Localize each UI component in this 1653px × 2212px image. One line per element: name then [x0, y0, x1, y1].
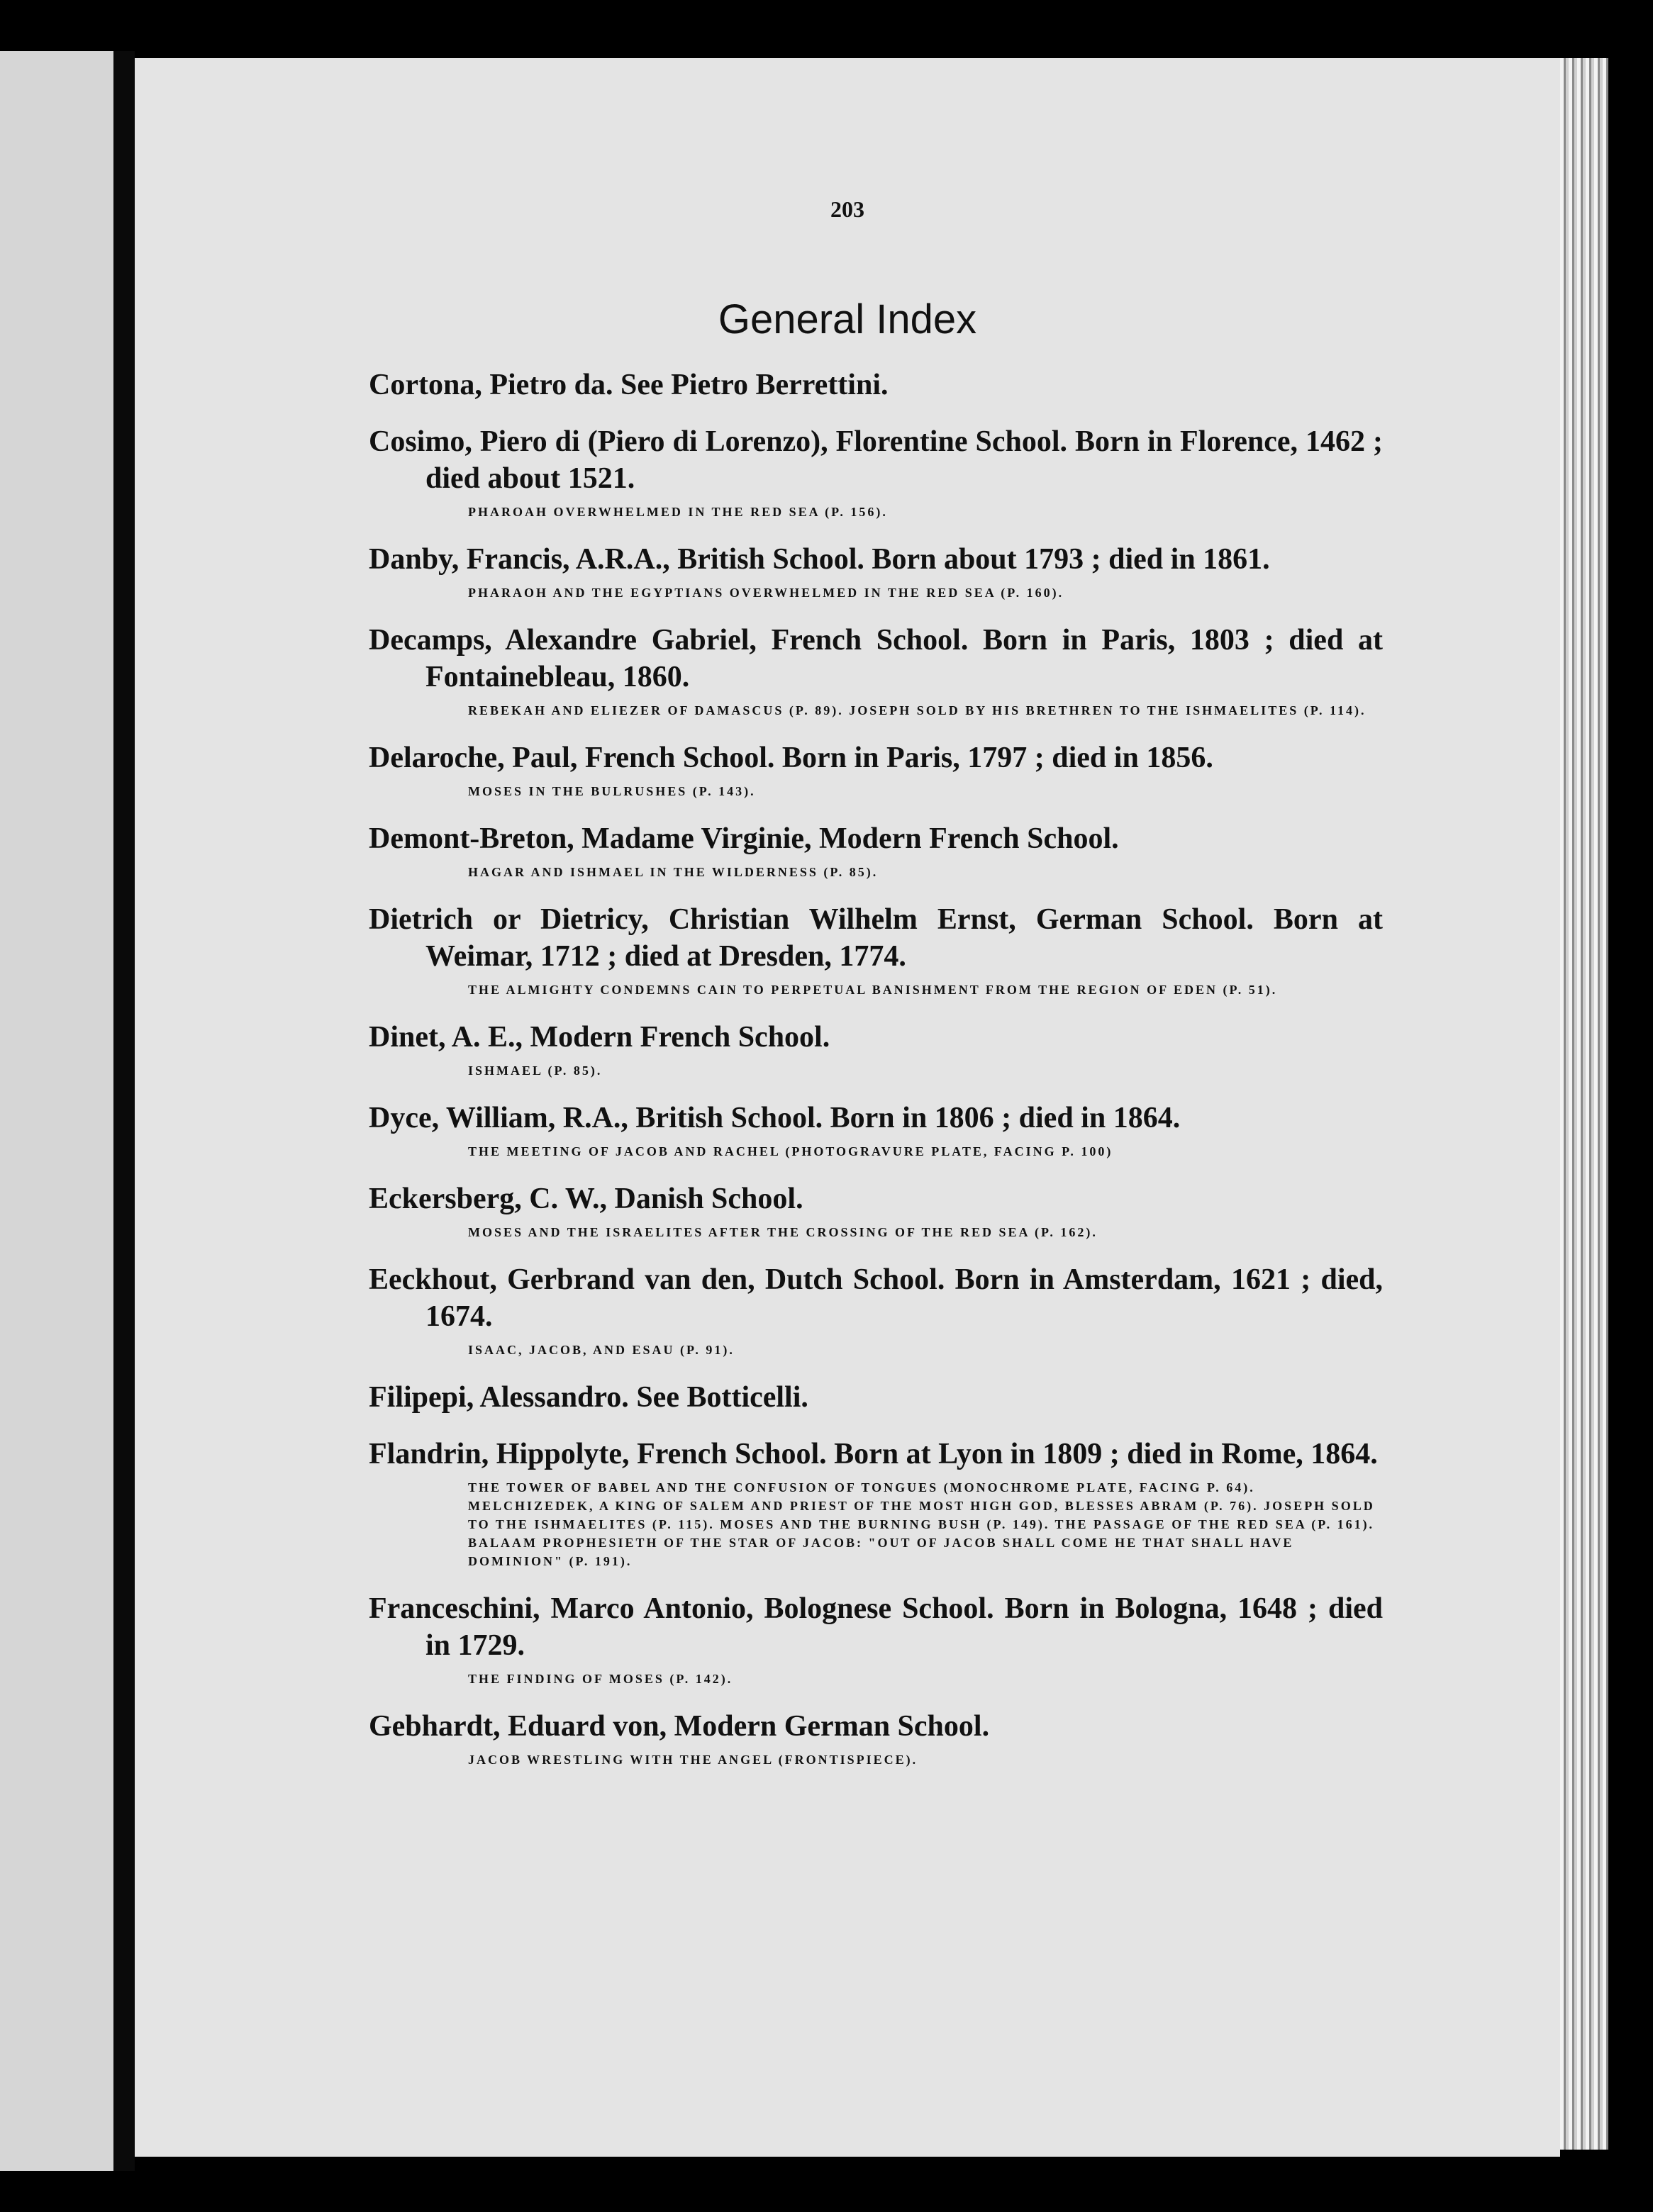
artist-name: Flandrin, Hippolyte,	[369, 1438, 630, 1470]
index-entry	[369, 1180, 1383, 1241]
artist-name: Eckersberg, C. W.,	[369, 1183, 607, 1215]
artist-works: ISHMAEL (P. 85).	[468, 1063, 603, 1078]
artist-details: British School. Born in 1806 ; died in 1864.	[635, 1102, 1181, 1134]
artist-works: THE MEETING OF JACOB AND RACHEL (PHOTOGRAVURE PLATE, FACING P. 100)	[468, 1144, 1113, 1158]
index-entry	[369, 1708, 1383, 1769]
index-entry	[369, 1379, 1383, 1416]
artist-details: Modern German School.	[674, 1710, 990, 1743]
artist-works: JACOB WRESTLING WITH THE ANGEL (FRONTISPIECE).	[468, 1753, 918, 1767]
artist-works: ISAAC, JACOB, AND ESAU (P. 91).	[468, 1343, 735, 1357]
index-entry	[369, 622, 1383, 720]
index-entry	[369, 739, 1383, 800]
artist-details: Danish School.	[614, 1183, 803, 1215]
artist-details: Bolognese School. Born in Bologna, 1648 ; died in 1729.	[425, 1592, 1383, 1662]
artist-details: See Pietro Berrettini.	[620, 369, 889, 401]
index-entry	[369, 1261, 1383, 1359]
index-entry	[369, 820, 1383, 881]
index-entry	[369, 541, 1383, 602]
artist-works: MOSES IN THE BULRUSHES (P. 143).	[468, 784, 756, 798]
page-number: 203	[830, 196, 864, 222]
artist-works: HAGAR AND ISHMAEL IN THE WILDERNESS (P. 85).	[468, 865, 879, 879]
artist-details: Florentine School. Born in Florence, 1462 ; died about 1521.	[425, 425, 1383, 495]
artist-name: Decamps, Alexandre Gabriel,	[369, 624, 757, 657]
artist-details: French School. Born in Paris, 1797 ; died in 1856.	[584, 742, 1213, 774]
index-entry	[369, 1019, 1383, 1080]
index-entry	[369, 1100, 1383, 1161]
artist-name: Danby, Francis, A.R.A.,	[369, 543, 670, 576]
book-page	[135, 58, 1560, 2157]
artist-works: MOSES AND THE ISRAELITES AFTER THE CROSSING OF THE RED SEA (P. 162).	[468, 1225, 1098, 1239]
artist-works: THE TOWER OF BABEL AND THE CONFUSION OF TONGUES (MONOCHROME PLATE, FACING P. 64). MELCHIZEDEK, A KING OF SALEM AND PRIEST OF THE MOST HIGH GOD, BLESSES ABRAM (P. 76). JOSEPH SOLD TO THE ISHMAELITES (P. 115). MOSES AND THE BURNING BUSH (P. 149). THE PASSAGE OF THE RED SEA (P. 161). BALAAM PROPHESIETH OF THE STAR OF JACOB: "OUT OF JACOB SHALL COME HE THAT SHALL HAVE DOMINION" (P. 191).	[468, 1480, 1375, 1568]
artist-name: Gebhardt, Eduard von,	[369, 1710, 667, 1743]
index-entry	[369, 367, 1383, 403]
artist-name: Eeckhout, Gerbrand van den,	[369, 1263, 755, 1296]
index-entry	[369, 423, 1383, 521]
artist-name: Demont-Breton, Madame Virginie,	[369, 822, 812, 855]
artist-details: German School. Born at Weimar, 1712 ; died at Dresden, 1774.	[425, 903, 1384, 973]
artist-details: See Botticelli.	[636, 1381, 808, 1414]
artist-name: Dinet, A. E.,	[369, 1021, 523, 1054]
artist-works: THE FINDING OF MOSES (P. 142).	[468, 1672, 733, 1686]
artist-details: Dutch School. Born in Amsterdam, 1621 ; died, 1674.	[425, 1263, 1384, 1333]
page-title: General Index	[718, 296, 977, 342]
artist-name: Cortona, Pietro da.	[369, 369, 613, 401]
artist-works: REBEKAH AND ELIEZER OF DAMASCUS (P. 89). JOSEPH SOLD BY HIS BRETHREN TO THE ISHMAELITES (P. 114).	[468, 703, 1367, 717]
artist-details: French School. Born in Paris, 1803 ; died at Fontainebleau, 1860.	[425, 624, 1383, 693]
artist-works: PHARAOH AND THE EGYPTIANS OVERWHELMED IN THE RED SEA (P. 160).	[468, 586, 1064, 600]
artist-details: British School. Born about 1793 ; died in 1861.	[677, 543, 1270, 576]
index-entry	[369, 901, 1383, 999]
book-gutter	[113, 51, 135, 2171]
artist-name: Cosimo, Piero di (Piero di Lorenzo),	[369, 425, 828, 458]
artist-name: Dietrich or Dietricy, Christian Wilhelm Ernst,	[369, 903, 1016, 936]
facing-page-edge	[0, 51, 113, 2171]
index-entries	[369, 367, 1383, 1789]
page-stack-edge	[1560, 58, 1608, 2150]
artist-name: Filipepi, Alessandro.	[369, 1381, 629, 1414]
artist-name: Franceschini, Marco Antonio,	[369, 1592, 754, 1625]
index-entry	[369, 1590, 1383, 1688]
artist-works: THE ALMIGHTY CONDEMNS CAIN TO PERPETUAL BANISHMENT FROM THE REGION OF EDEN (P. 51).	[468, 983, 1278, 997]
artist-name: Dyce, William, R.A.,	[369, 1102, 628, 1134]
artist-details: Modern French School.	[818, 822, 1119, 855]
artist-works: PHAROAH OVERWHELMED IN THE RED SEA (P. 156).	[468, 505, 888, 519]
artist-name: Delaroche, Paul,	[369, 742, 578, 774]
artist-details: French School. Born at Lyon in 1809 ; died in Rome, 1864.	[637, 1438, 1378, 1470]
artist-details: Modern French School.	[530, 1021, 830, 1054]
index-entry	[369, 1436, 1383, 1570]
